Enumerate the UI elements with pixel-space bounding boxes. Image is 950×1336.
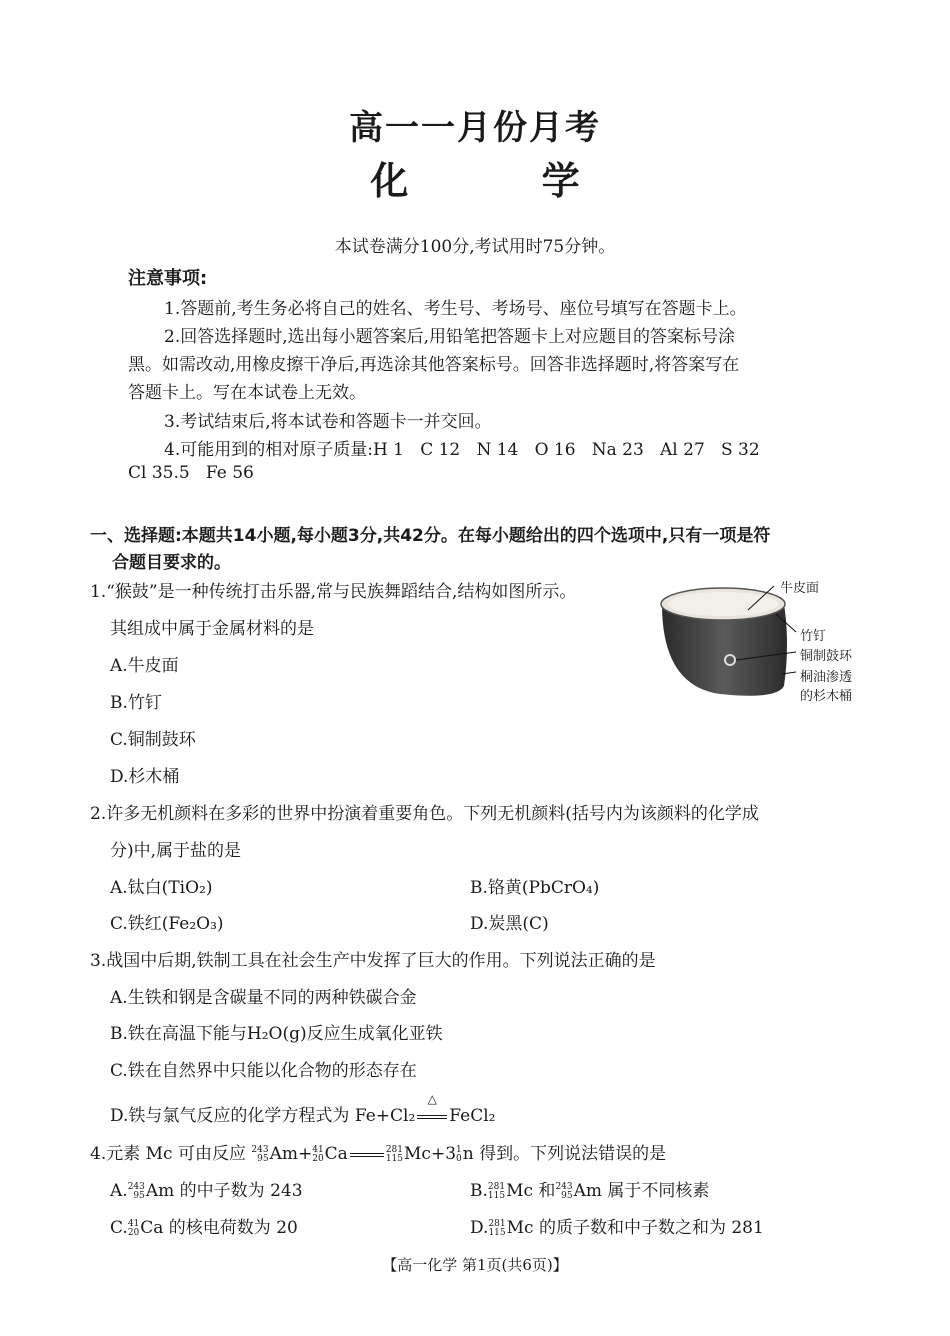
q2-option-c: C.铁红(Fe₂O₃) [110,914,224,934]
notice-item-2a: 2.回答选择题时,选出每小题答案后,用铅笔把答题卡上对应题目的答案标号涂 [164,327,736,347]
q4-d-text: Mc 的质子数和中子数之和为 281 [506,1218,764,1238]
q4-option-b: B. 281 115 Mc 和 243 95 Am 属于不同核素 [470,1181,710,1201]
q3-option-d [110,1092,496,1126]
notice-item-2c: 答题卡上。写在本试卷上无效。 [128,383,366,403]
section-1-heading: 一、选择题:本题共14小题,每小题3分,共42分。在每小题给出的四个选项中,只有一项是符 [90,526,771,546]
exam-title: 高一一月份月考 [349,108,601,148]
q4-c-text: Ca 的核电荷数为 20 [140,1218,298,1238]
q1-option-d: D.杉木桶 [110,767,180,787]
neutron-nuclide: 1 0 [456,1144,462,1164]
notice-item-2b: 黑。如需改动,用橡皮擦干净后,再选涂其他答案标号。回答非选择题时,将答案写在 [128,355,740,375]
q4-b-label: B. [470,1181,488,1201]
exam-intro: 本试卷满分100分,考试用时75分钟。 [334,237,616,257]
notice-item-3: 3.考试结束后,将本试卷和答题卡一并交回。 [164,412,492,432]
q4-stem: 4.元素 Mc 可由反应 243 95 Am+ 41 20 Ca 281 115 Mc+3 1 0 n 得到。下列说法错误的是 [90,1144,667,1164]
q4-option-a: A. 243 95 Am 的中子数为 243 [110,1181,303,1201]
mc-nuclide: 281 115 [385,1144,404,1164]
q3-stem: 3.战国中后期,铁制工具在社会生产中发挥了巨大的作用。下列说法正确的是 [90,951,656,971]
notice-item-4b: Cl 35.5 Fe 56 [128,463,254,483]
fig-label-skin: 牛皮面 [780,581,820,596]
fig-label-barrel-1: 桐油渗透 [800,670,853,685]
q4-option-d: D. 281 115 Mc 的质子数和中子数之和为 281 [470,1218,764,1238]
q4-a-label: A. [110,1181,128,1201]
q1-stem-line1: 1.“猴鼓”是一种传统打击乐器,常与民族舞蹈结合,结构如图所示。 [90,582,577,602]
q4-b-mid: Mc 和 [506,1181,556,1201]
q4-a-text: Am 的中子数为 243 [145,1181,303,1201]
q1-stem-line2: 其组成中属于金属材料的是 [110,619,314,639]
q3-option-a: A.生铁和钢是含碳量不同的两种铁碳合金 [110,988,417,1008]
heat-arrow [415,1092,449,1126]
heat-symbol: △ [427,1092,437,1106]
ca-nuclide: 41 20 [312,1144,324,1164]
q1-option-b: B.竹钉 [110,693,162,713]
notice-item-4a: 4.可能用到的相对原子质量:H 1 C 12 N 14 O 16 Na 23 Al 27 S 32 [164,440,760,460]
q2-stem-line2: 分)中,属于盐的是 [110,841,242,861]
q4-c-label: C. [110,1218,128,1238]
equals-sign [350,1153,384,1157]
q2-stem-line1: 2.许多无机颜料在多彩的世界中扮演着重要角色。下列无机颜料(括号内为该颜料的化学成 [90,804,759,824]
q3-option-d-text: D.铁与氯气反应的化学方程式为 Fe+Cl₂ [110,1106,416,1126]
q4-option-c: C. 41 20 Ca 的核电荷数为 20 [110,1218,298,1238]
fig-label-nail: 竹钉 [800,629,827,644]
fig-label-barrel-2: 的杉木桶 [800,689,853,704]
section-1-heading-cont: 合题目要求的。 [112,553,231,573]
notice-item-1: 1.答题前,考生务必将自己的姓名、考生号、考场号、座位号填写在答题卡上。 [164,299,747,319]
q2-option-a: A.钛白(TiO₂) [110,878,213,898]
subject-title: 化 学 [370,159,640,203]
q3-option-c: C.铁在自然界中只能以化合物的形态存在 [110,1061,417,1081]
q4-d-label: D. [470,1218,489,1238]
q2-option-d: D.炭黑(C) [470,914,549,934]
q1-option-a: A.牛皮面 [110,656,179,676]
q1-option-c: C.铜制鼓环 [110,730,196,750]
page-footer: 【高一化学 第1页(共6页)】 [382,1256,568,1274]
q4-b-text: Am 属于不同核素 [573,1181,710,1201]
q3-option-d-product: FeCl₂ [449,1106,496,1126]
notice-heading: 注意事项: [128,268,208,289]
q2-option-b: B.铬黄(PbCrO₄) [470,878,600,898]
q4-stem-post: 得到。下列说法错误的是 [479,1144,667,1164]
am-nuclide: 243 95 [251,1144,269,1164]
fig-label-ring: 铜制鼓环 [800,649,853,664]
q3-option-b: B.铁在高温下能与H₂O(g)反应生成氧化亚铁 [110,1024,443,1044]
q4-stem-pre: 4.元素 Mc 可由反应 [90,1144,246,1164]
